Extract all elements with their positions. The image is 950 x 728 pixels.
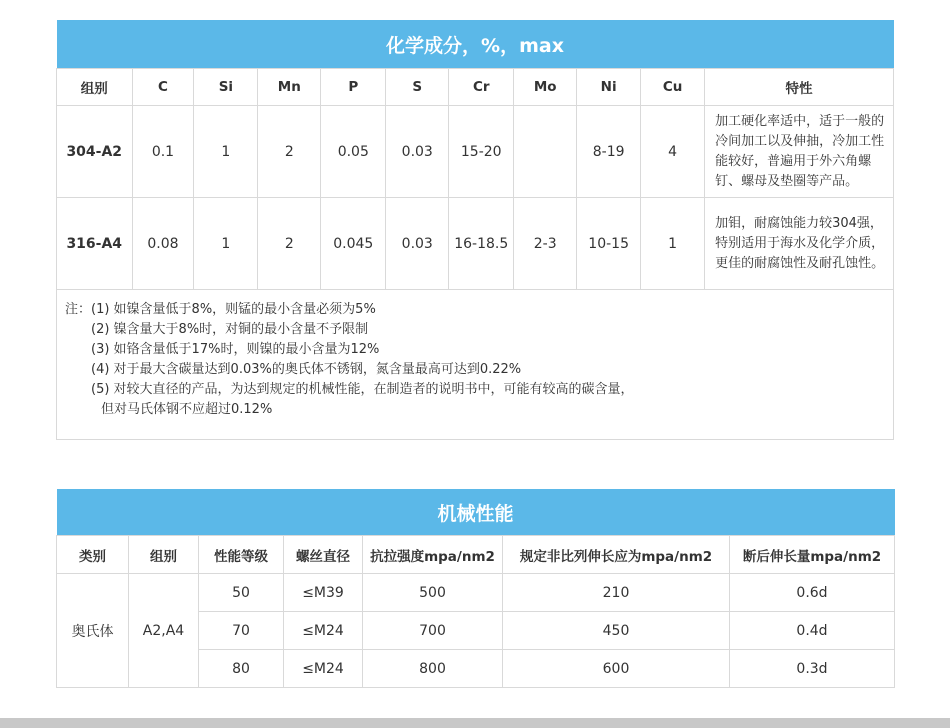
note-line: (4) 对于最大含碳量达到0.03%的奥氏体不锈钢，氮含量最高可达到0.22% (91, 362, 522, 377)
col-header: 螺丝直径 (284, 536, 363, 574)
table-row (57, 574, 895, 612)
grade-cell: 316-A4 (57, 198, 133, 290)
chem-title: 化学成分，%，max (57, 20, 894, 69)
ni-cell: 8-19 (577, 106, 641, 198)
mech-header-row (57, 536, 895, 574)
grade-cell: 70 (199, 612, 284, 650)
col-header: S (386, 69, 449, 106)
notes-row (57, 290, 894, 440)
col-header: 规定非比列伸长应为mpa/nm2 (503, 536, 730, 574)
grade-cell: 50 (199, 574, 284, 612)
col-header: C (132, 69, 194, 106)
col-header: Mn (258, 69, 321, 106)
ni-cell: 10-15 (577, 198, 641, 290)
mech-title: 机械性能 (57, 489, 895, 536)
col-header: Cr (449, 69, 514, 106)
table-row (57, 106, 894, 198)
note-line: 注：(1) 如镍含量低于8%，则锰的最小含量必须为5% (65, 302, 376, 317)
note-line: (5) 对较大直径的产品，为达到规定的机械性能，在制造者的说明书中，可能有较高的碳含量， (91, 382, 634, 397)
p-cell: 0.05 (321, 106, 386, 198)
grade-cell: 80 (199, 650, 284, 688)
tensile-cell: 700 (363, 612, 503, 650)
mn-cell: 2 (258, 198, 321, 290)
p-cell: 0.045 (321, 198, 386, 290)
c-cell: 0.1 (132, 106, 194, 198)
bottom-divider (0, 718, 950, 728)
mn-cell: 2 (258, 106, 321, 198)
elongation-cell: 0.3d (730, 650, 895, 688)
yield-cell: 450 (503, 612, 730, 650)
group-cell: A2,A4 (129, 574, 199, 688)
col-header: Si (194, 69, 258, 106)
col-header: Mo (514, 69, 577, 106)
mo-cell (514, 106, 577, 198)
col-header: P (321, 69, 386, 106)
c-cell: 0.08 (132, 198, 194, 290)
chemical-composition-table (56, 20, 894, 440)
category-cell: 奥氏体 (57, 574, 129, 688)
property-cell: 加钼，耐腐蚀能力较304强，特别适用于海水及化学介质，更佳的耐腐蚀性及耐孔蚀性。 (705, 198, 894, 290)
diameter-cell: ≤M24 (284, 650, 363, 688)
col-header: Ni (577, 69, 641, 106)
col-header: 组别 (129, 536, 199, 574)
tensile-cell: 800 (363, 650, 503, 688)
yield-cell: 600 (503, 650, 730, 688)
mechanical-properties-table (56, 489, 895, 688)
mo-cell: 2-3 (514, 198, 577, 290)
col-header: Cu (641, 69, 705, 106)
col-header: 组别 (57, 69, 133, 106)
yield-cell: 210 (503, 574, 730, 612)
diameter-cell: ≤M24 (284, 612, 363, 650)
col-header: 类别 (57, 536, 129, 574)
elongation-cell: 0.4d (730, 612, 895, 650)
col-header: 断后伸长量mpa/nm2 (730, 536, 895, 574)
tensile-cell: 500 (363, 574, 503, 612)
cu-cell: 1 (641, 198, 705, 290)
note-line: (3) 如铬含量低于17%时，则镍的最小含量为12% (91, 342, 380, 357)
note-line: (2) 镍含量大于8%时，对铜的最小含量不予限制 (91, 322, 369, 337)
property-cell: 加工硬化率适中，适于一般的冷间加工以及伸抽，冷加工性能较好，普遍用于外六角螺钉、螺母及垫圈等产品。 (705, 106, 894, 198)
notes-cell (57, 290, 894, 440)
si-cell: 1 (194, 198, 258, 290)
cr-cell: 15-20 (449, 106, 514, 198)
cr-cell: 16-18.5 (449, 198, 514, 290)
col-header: 特性 (705, 69, 894, 106)
s-cell: 0.03 (386, 198, 449, 290)
table-row (57, 198, 894, 290)
elongation-cell: 0.6d (730, 574, 895, 612)
note-line: 但对马氏体钢不应超过0.12% (101, 402, 273, 417)
s-cell: 0.03 (386, 106, 449, 198)
col-header: 抗拉强度mpa/nm2 (363, 536, 503, 574)
diameter-cell: ≤M39 (284, 574, 363, 612)
cu-cell: 4 (641, 106, 705, 198)
si-cell: 1 (194, 106, 258, 198)
chem-header-row (57, 69, 894, 106)
grade-cell: 304-A2 (57, 106, 133, 198)
col-header: 性能等级 (199, 536, 284, 574)
